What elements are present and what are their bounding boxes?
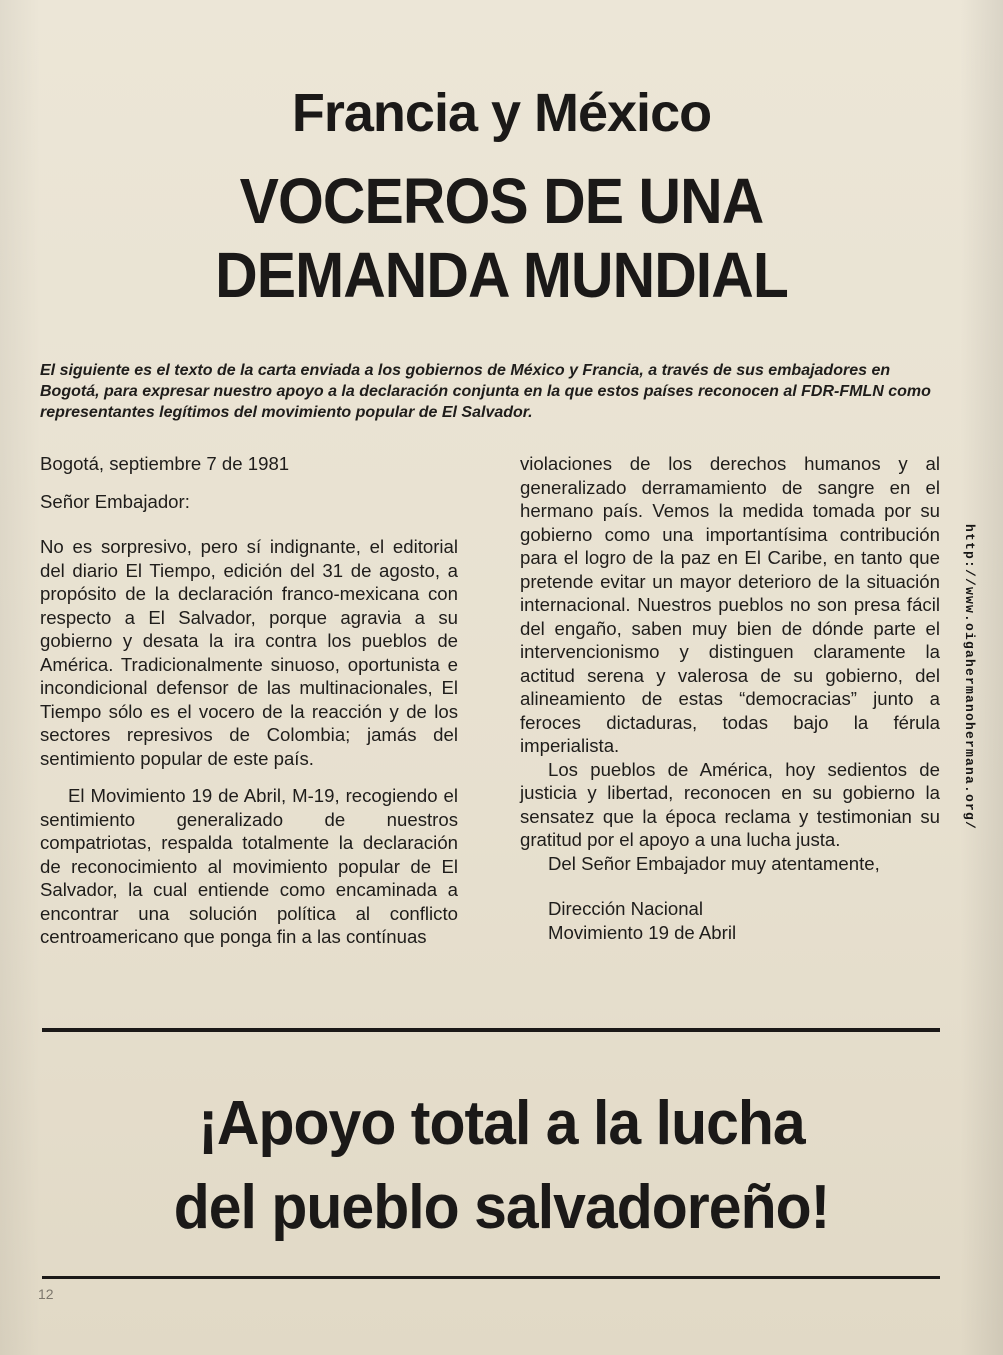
signature-line-2: Movimiento 19 de Abril xyxy=(548,921,737,943)
letter-paragraph-2: El Movimiento 19 de Abril, M-19, recogiendo el sentimiento generalizado de nuestros compatriotas, respalda totalmente la declaración de reconocimiento al movimiento popular de El Salvador, la cual entiende como encaminada a encontrar una solución política al conflicto centroamericano que ponga fin a las contínuas xyxy=(40,785,458,947)
letter-salutation: Señor Embajador: xyxy=(40,490,190,512)
divider-rule-bottom xyxy=(42,1276,940,1279)
headline-line-3: DEMANDA MUNDIAL xyxy=(215,239,788,311)
letter-column-right xyxy=(520,452,940,944)
intro-paragraph: El siguiente es el texto de la carta enviada a los gobiernos de México y Francia, a través de sus embajadores en Bogotá, para expresar nuestro apoyo a la declaración conjunta en la que estos países reconocen al FDR-FMLN como representantes legítimos del movimiento popular de El Salvador. xyxy=(40,362,931,421)
headline-line-1: Francia y México xyxy=(291,83,712,143)
headline-line-2: VOCEROS DE UNA xyxy=(239,165,764,237)
signature-line-1: Dirección Nacional xyxy=(548,898,704,919)
divider-rule-top xyxy=(42,1028,940,1032)
letter-column-left xyxy=(40,452,458,949)
letter-closing: Del Señor Embajador muy atentamente, xyxy=(548,852,880,874)
headline-main xyxy=(40,164,963,312)
side-url-watermark: http://www.oigahermanohermana.org/ xyxy=(962,524,977,831)
letter-date: Bogotá, septiembre 7 de 1981 xyxy=(40,453,290,474)
slogan-line-1: ¡Apoyo total a la lucha xyxy=(198,1089,805,1158)
page-number: 12 xyxy=(38,1286,54,1302)
letter-paragraph-3: violaciones de los derechos humanos y al generalizado derramamiento de sangre en el hermano país. Vemos la medida tomada por su gobierno como una importantísima contribución para el logro de la paz en El Caribe, en tanto que pretende evitar un mayor deterioro de la situación internacional. Nuestros pueblos no son presa fácil del engaño, saben muy bien de dónde parte el intervencionismo y distinguen claramente la actitud serena y valerosa de su gobierno, del alineamiento de estas “democracias” junto a feroces dictaduras, todas bajo la férula imperialista. xyxy=(520,453,940,756)
letter-paragraph-1: No es sorpresivo, pero sí indignante, el editorial del diario El Tiempo, edición del 31 de agosto, a propósito de la declaración franco-mexicana con respecto a El Salvador, porque agravia a su gobierno y desata la ira contra los pueblos de América. Tradicionalmente sinuoso, oportunista e incondicional defensor de las multinacionales, El Tiempo sólo es el vocero de la reacción y de los sectores represivos de Colombia; jamás del sentimiento popular de este país. xyxy=(40,536,458,769)
slogan-line-2: del pueblo salvadoreño! xyxy=(173,1173,830,1242)
letter-paragraph-4: Los pueblos de América, hoy sedientos de justicia y libertad, reconocen en su gobierno la sensatez que la época reclama y testimonian su gratitud por el apoyo a una lucha justa. xyxy=(520,758,940,850)
